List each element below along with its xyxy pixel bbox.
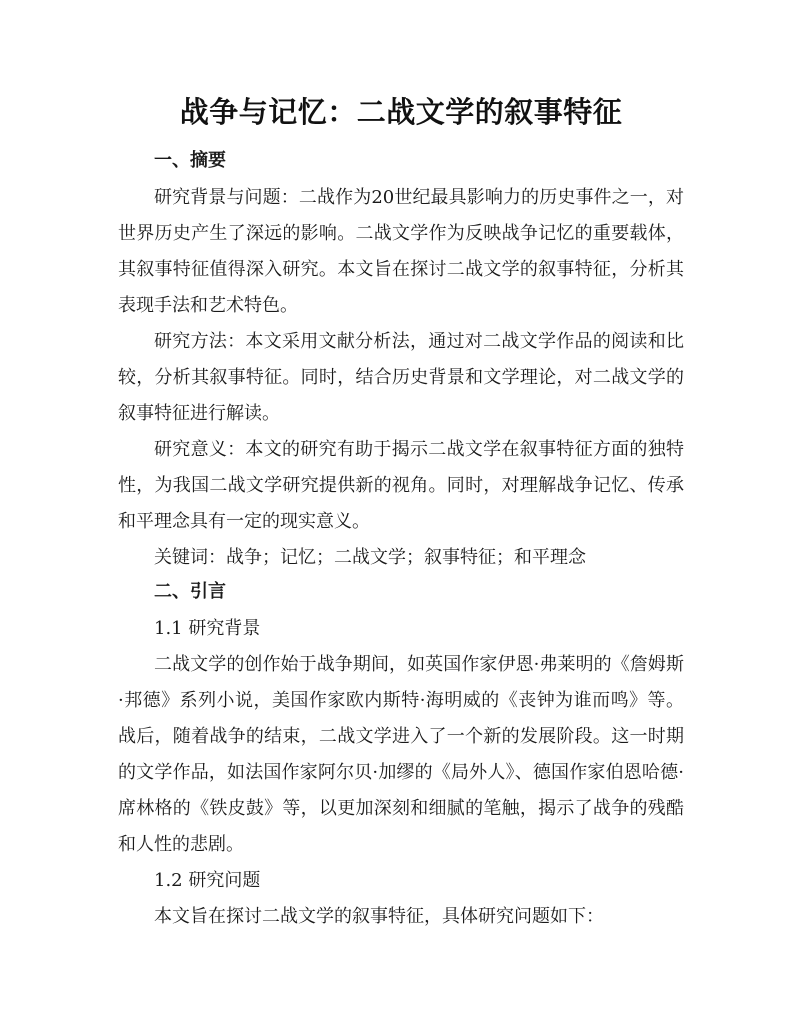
keywords-line: 关键词：战争；记忆；二战文学；叙事特征；和平理念 — [154, 547, 586, 568]
abstract-heading: 一、摘要 — [154, 150, 226, 171]
section-1-2-body: 本文旨在探讨二战文学的叙事特征，具体研究问题如下： — [154, 906, 604, 927]
section-1-1-body: 二战文学的创作始于战争期间，如英国作家伊恩·弗莱明的《詹姆斯·邦德》系列小说，美国作家欧内斯特·海明威的《丧钟为谁而鸣》等。战后，随着战争的结束，二战文学进入了一个新的发展阶段。这一时期的文学作品，如法国作家阿尔贝·加缪的《局外人》、德国作家伯恩哈德·席林格的《铁皮鼓》等，以更加深刻和细腻的笔触，揭示了战争的残酷和人性的悲剧。 — [118, 654, 684, 855]
document-page — [118, 90, 684, 935]
section-1-1-title: 1.1 研究背景 — [154, 618, 261, 639]
abstract-significance-paragraph: 研究意义：本文的研究有助于揭示二战文学在叙事特征方面的独特性，为我国二战文学研究提供新的视角。同时，对理解战争记忆、传承和平理念具有一定的现实意义。 — [118, 439, 684, 532]
abstract-method-paragraph: 研究方法：本文采用文献分析法，通过对二战文学作品的阅读和比较，分析其叙事特征。同时，结合历史背景和文学理论，对二战文学的叙事特征进行解读。 — [118, 331, 684, 424]
intro-heading: 二、引言 — [154, 581, 226, 602]
abstract-background-paragraph: 研究背景与问题：二战作为20世纪最具影响力的历史事件之一，对世界历史产生了深远的影响。二战文学作为反映战争记忆的重要载体，其叙事特征值得深入研究。本文旨在探讨二战文学的叙事特征，分析其表现手法和艺术特色。 — [118, 187, 684, 316]
document-title: 战争与记忆：二战文学的叙事特征 — [179, 95, 623, 129]
section-1-2-title: 1.2 研究问题 — [154, 870, 261, 891]
